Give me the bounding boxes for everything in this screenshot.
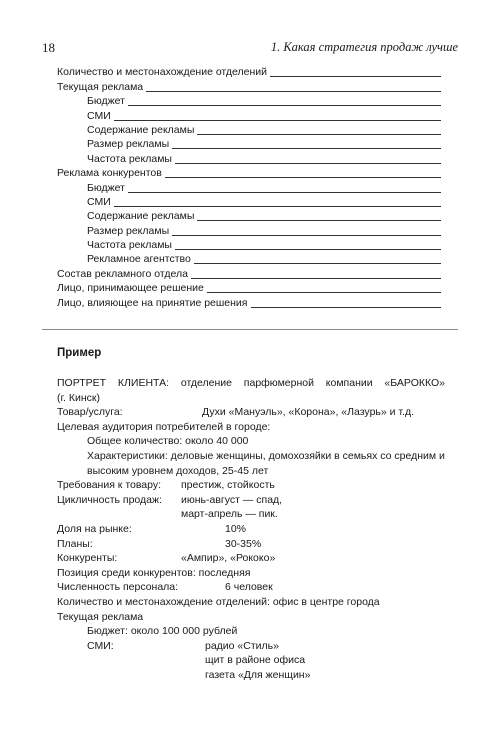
form-line xyxy=(57,166,441,180)
media-row-3 xyxy=(57,668,445,683)
share-value: 10% xyxy=(225,522,247,535)
form-line-label: Содержание рекламы xyxy=(87,123,195,136)
cyclicity-label: Цикличность продаж: xyxy=(57,493,162,506)
ads-budget: Бюджет: около 100 000 рублей xyxy=(87,625,238,638)
form-line-label: Бюджет xyxy=(87,181,125,194)
form-line-label: Состав рекламного отдела xyxy=(57,267,188,280)
fill-in-blank xyxy=(270,66,441,77)
requirements-label: Требования к товару: xyxy=(57,479,162,492)
cyclicity-value: июнь-август — спад, xyxy=(181,493,283,506)
form-line xyxy=(57,281,441,295)
form-line xyxy=(57,79,441,93)
form-line xyxy=(57,94,441,108)
fill-in-blank xyxy=(207,282,441,293)
page-number: 18 xyxy=(42,40,55,55)
audience-total: Общее количество: около 40 000 xyxy=(87,435,249,448)
form-line-label: Лицо, принимающее решение xyxy=(57,282,204,295)
competitors-value: «Ампир», «Рококо» xyxy=(181,552,276,565)
product-row xyxy=(57,405,445,420)
fill-in-blank xyxy=(251,297,442,308)
example-title: Пример xyxy=(57,347,102,359)
staff-label: Численность персонала: xyxy=(57,581,179,594)
form-line xyxy=(57,123,441,137)
plans-value: 30-35% xyxy=(225,537,262,550)
form-line-label: Частота рекламы xyxy=(87,152,172,165)
form-line-label: Частота рекламы xyxy=(87,239,172,252)
fill-in-blank xyxy=(128,182,441,193)
staff-value: 6 человек xyxy=(225,581,273,594)
form-line-label: СМИ xyxy=(87,109,111,122)
form-line-label: Реклама конкурентов xyxy=(57,167,162,180)
requirements-value: престиж, стойкость xyxy=(181,479,275,492)
media-value: щит в районе офиса xyxy=(205,654,306,667)
example-block xyxy=(57,376,445,682)
form-line xyxy=(57,65,441,79)
media-row xyxy=(57,639,445,654)
product-value: Духи «Мануэль», «Корона», «Лазурь» и т.д. xyxy=(202,406,415,419)
form-line-label: Текущая реклама xyxy=(57,80,144,93)
running-head: 1. Какая стратегия продаж лучше xyxy=(270,40,458,54)
fill-in-blank xyxy=(197,210,441,221)
form-line-label: Содержание рекламы xyxy=(87,210,195,223)
client-portrait: ПОРТРЕТ КЛИЕНТА: отделение парфюмерной компании «БАРОККО» xyxy=(57,377,445,389)
share-label: Доля на рынке: xyxy=(57,522,132,535)
form-line-label: СМИ xyxy=(87,195,111,208)
staff-row xyxy=(57,580,445,595)
fill-in-blank xyxy=(172,138,441,149)
client-city: (г. Кинск) xyxy=(57,391,100,404)
current-ads-label: Текущая реклама xyxy=(57,610,144,623)
plans-row xyxy=(57,537,445,552)
fill-in-blank xyxy=(128,95,441,106)
branches-row: Количество и местонахождение отделений: офис в центре города xyxy=(57,595,380,608)
cyclicity-row xyxy=(57,493,445,508)
audience-label: Целевая аудитория потребителей в городе: xyxy=(57,420,271,433)
fill-in-blank xyxy=(165,167,441,178)
fill-in-blank xyxy=(197,124,441,135)
page-header xyxy=(42,40,458,58)
competitors-row xyxy=(57,551,445,566)
form-line xyxy=(57,252,441,266)
form-line xyxy=(57,195,441,209)
competitors-label: Конкуренты: xyxy=(57,552,118,565)
plans-label: Планы: xyxy=(57,537,93,550)
fill-in-blank xyxy=(191,268,441,279)
form-line xyxy=(57,137,441,151)
form-line xyxy=(57,151,441,165)
form-line xyxy=(57,295,441,309)
product-label: Товар/услуга: xyxy=(57,406,123,419)
fill-in-blank xyxy=(146,81,441,92)
questionnaire-form xyxy=(57,65,441,310)
form-line xyxy=(57,209,441,223)
fill-in-blank xyxy=(175,153,441,164)
form-line xyxy=(57,266,441,280)
form-line xyxy=(57,223,441,237)
fill-in-blank xyxy=(175,239,441,250)
media-label: СМИ: xyxy=(87,639,114,652)
form-line-label: Лицо, влияющее на принятие решения xyxy=(57,296,248,309)
audience-characteristics: Характеристики: деловые женщины, домохозяйки в семьях со средним и высоким уровнем доходов, 25-45 лет xyxy=(87,449,445,477)
form-line-label: Размер рекламы xyxy=(87,138,170,151)
media-value: радио «Стиль» xyxy=(205,639,279,652)
form-line xyxy=(57,108,441,122)
cyclicity-row-2 xyxy=(57,507,445,522)
cyclicity-value-2: март-апрель — пик. xyxy=(181,508,278,521)
fill-in-blank xyxy=(114,196,441,207)
fill-in-blank xyxy=(114,110,441,121)
section-divider xyxy=(42,329,458,330)
form-line xyxy=(57,180,441,194)
media-value: газета «Для женщин» xyxy=(205,668,311,681)
requirements-row xyxy=(57,478,445,493)
share-row xyxy=(57,522,445,537)
fill-in-blank xyxy=(172,225,441,236)
fill-in-blank xyxy=(194,253,441,264)
form-line-label: Количество и местонахождение отделений xyxy=(57,66,268,79)
position-row: Позиция среди конкурентов: последняя xyxy=(57,566,251,579)
form-line-label: Рекламное агентство xyxy=(87,253,191,266)
form-line-label: Бюджет xyxy=(87,95,125,108)
form-line xyxy=(57,238,441,252)
form-line-label: Размер рекламы xyxy=(87,224,170,237)
media-row-2 xyxy=(57,653,445,668)
